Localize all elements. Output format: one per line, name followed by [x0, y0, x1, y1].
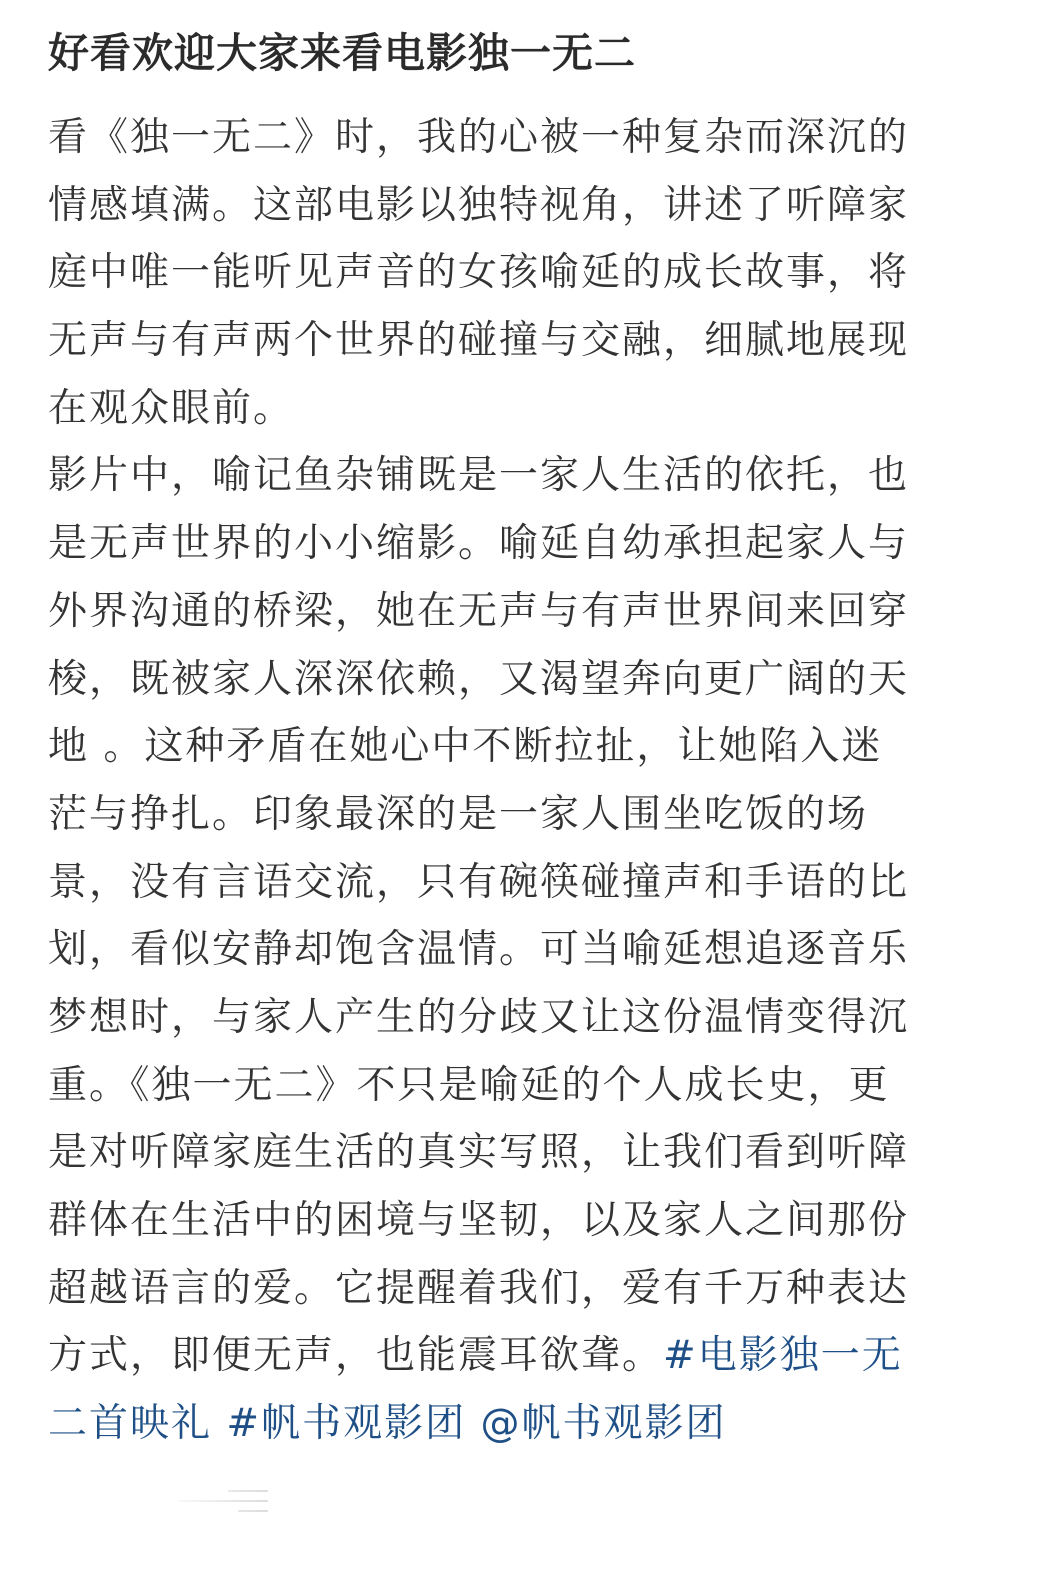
- post-body-line: 看《独一无二》时，我的心被一种复杂而深沉的: [48, 115, 910, 160]
- post-body: [48, 104, 1008, 1458]
- post-tags-line: [48, 1390, 1008, 1458]
- bottom-faded-bar: [48, 1488, 268, 1518]
- post-body-line: 影片中，喻记鱼杂铺既是一家人生活的依托，也: [48, 453, 910, 499]
- post-body-line: 景，没有言语交流，只有碗筷碰撞声和手语的比: [48, 859, 910, 905]
- post-body-line: 情感填满。这部电影以独特视角，讲述了听障家: [48, 182, 910, 228]
- post-body-line: 庭中唯一能听见声音的女孩喻延的成长故事，将: [48, 250, 910, 296]
- topic-link-fanshu[interactable]: #帆书观影团: [226, 1401, 467, 1447]
- mention-link-fanshu[interactable]: @帆书观影团: [480, 1401, 727, 1447]
- post-body-line: 梦想时，与家人产生的分歧又让这份温情变得沉: [48, 994, 910, 1040]
- post-body-line: 是无声世界的小小缩影。喻延自幼承担起家人与: [48, 521, 910, 567]
- post-body-line: 地 。这种矛盾在她心中不断拉扯，让她陷入迷: [48, 724, 883, 770]
- post-title: 好看欢迎大家来看电影独一无二: [48, 29, 636, 77]
- post-body-line: 茫与挣扎。印象最深的是一家人围坐吃饭的场: [48, 791, 869, 837]
- topic-link-part-2[interactable]: 二首映礼: [48, 1401, 213, 1447]
- post-body-line: 重。《独一无二》不只是喻延的个人成长史，更: [48, 1062, 890, 1108]
- post-body-line: 外界沟通的桥梁，她在无声与有声世界间来回穿: [48, 588, 910, 634]
- fade-overlay: [48, 1488, 268, 1518]
- post-body-line: 梭，既被家人深深依赖，又渴望奔向更广阔的天: [48, 656, 910, 702]
- topic-link-part-1[interactable]: #电影独一无: [663, 1333, 903, 1379]
- post-container: [48, 22, 1008, 1458]
- post-body-line: 在观众眼前。: [48, 385, 295, 431]
- post-body-line: 无声与有声两个世界的碰撞与交融，细腻地展现: [48, 318, 910, 364]
- post-body-line: 划，看似安静却饱含温情。可当喻延想追逐音乐: [48, 927, 910, 973]
- post-body-text: 方式，即便无声，也能震耳欲聋。: [48, 1333, 664, 1379]
- post-body-line: 超越语言的爱。它提醒着我们，爱有千万种表达: [48, 1265, 910, 1311]
- post-body-line: 是对听障家庭生活的真实写照，让我们看到听障: [48, 1130, 910, 1176]
- post-body-line-with-topic: [48, 1322, 1008, 1390]
- post-body-line: 群体在生活中的困境与坚韧，以及家人之间那份: [48, 1198, 910, 1243]
